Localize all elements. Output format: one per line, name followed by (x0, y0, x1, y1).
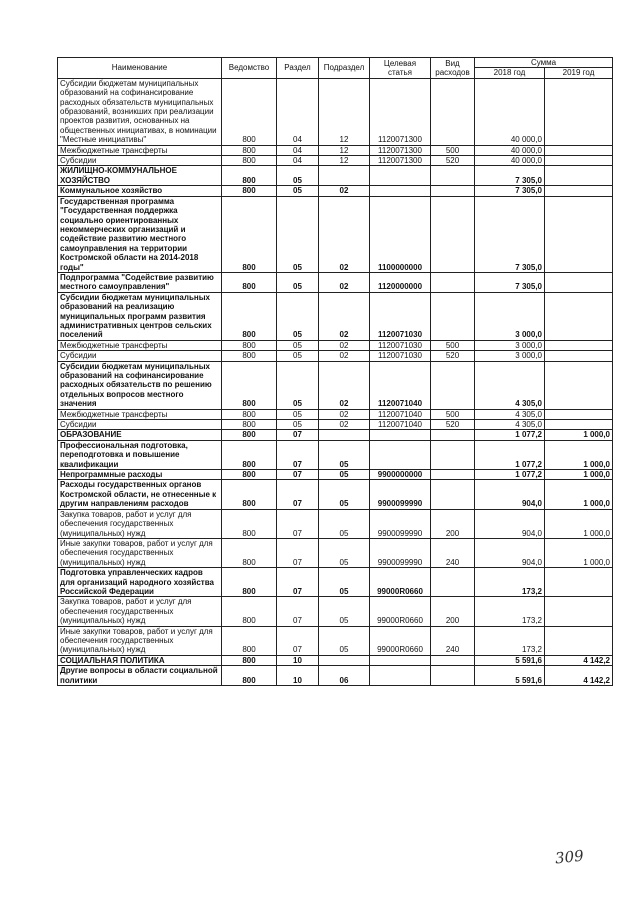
cell-sum-2019 (545, 145, 613, 155)
table-row (58, 351, 613, 361)
cell-target: 99000R0660 (370, 626, 431, 655)
cell-exp-type: 520 (431, 351, 475, 361)
cell-target: 1120071040 (370, 420, 431, 430)
cell-target: 99000R0660 (370, 597, 431, 626)
cell-sum-2018: 4 305,0 (475, 420, 545, 430)
cell-dept: 800 (222, 186, 277, 196)
cell-name: Профессиональная подготовка, переподготовка и повышение квалификации (58, 440, 222, 469)
header-year-2018: 2018 год (475, 68, 545, 78)
cell-sum-2018: 3 000,0 (475, 292, 545, 340)
page-number: 309 (554, 846, 585, 868)
cell-name: ОБРАЗОВАНИЕ (58, 430, 222, 440)
table-row (58, 361, 613, 409)
cell-target: 1120071040 (370, 409, 431, 419)
cell-exp-type (431, 272, 475, 292)
cell-sum-2019 (545, 597, 613, 626)
cell-subsection: 05 (319, 509, 370, 538)
header-year-2019: 2019 год (545, 68, 613, 78)
cell-name: Межбюджетные трансферты (58, 409, 222, 419)
cell-exp-type: 200 (431, 597, 475, 626)
cell-sum-2019 (545, 292, 613, 340)
cell-sum-2019 (545, 351, 613, 361)
cell-name: Государственная программа "Государственная поддержка социально ориентированных некоммерческих организаций и содействие развитию местного самоуправления на территории Костромской области на 2014-2018 годы" (58, 196, 222, 272)
cell-section: 07 (277, 470, 319, 480)
cell-name: Субсидии (58, 420, 222, 430)
cell-section: 07 (277, 440, 319, 469)
cell-dept: 800 (222, 470, 277, 480)
cell-name: Закупка товаров, работ и услуг для обеспечения государственных (муниципальных) нужд (58, 597, 222, 626)
cell-name: Субсидии (58, 351, 222, 361)
cell-dept: 800 (222, 78, 277, 145)
cell-target: 1120071300 (370, 145, 431, 155)
cell-subsection: 02 (319, 340, 370, 350)
cell-target (370, 186, 431, 196)
cell-subsection: 02 (319, 420, 370, 430)
cell-sum-2018: 904,0 (475, 509, 545, 538)
cell-name: Непрограммные расходы (58, 470, 222, 480)
cell-exp-type: 520 (431, 156, 475, 166)
cell-name: Субсидии бюджетам муниципальных образований на софинансирование расходных обязательств муниципальных образований, возникших при реализации проектов развития, основанных на общественных инициативах, в номинации "Местные инициативы" (58, 78, 222, 145)
cell-section: 07 (277, 509, 319, 538)
cell-name: Подготовка управленческих кадров для организаций народного хозяйства Российской Федерации (58, 568, 222, 597)
cell-subsection: 02 (319, 196, 370, 272)
cell-sum-2019 (545, 568, 613, 597)
table-row (58, 538, 613, 567)
table-row (58, 420, 613, 430)
table-row (58, 568, 613, 597)
cell-exp-type (431, 78, 475, 145)
cell-section: 05 (277, 409, 319, 419)
cell-section: 05 (277, 272, 319, 292)
cell-section: 05 (277, 351, 319, 361)
table-row (58, 440, 613, 469)
cell-target: 1120071030 (370, 292, 431, 340)
cell-name: Коммунальное хозяйство (58, 186, 222, 196)
cell-section: 05 (277, 166, 319, 186)
cell-subsection: 02 (319, 272, 370, 292)
table-row (58, 655, 613, 665)
cell-exp-type: 240 (431, 626, 475, 655)
cell-section: 07 (277, 430, 319, 440)
cell-subsection: 05 (319, 568, 370, 597)
table-row (58, 156, 613, 166)
cell-section: 10 (277, 666, 319, 686)
cell-name: Иные закупки товаров, работ и услуг для обеспечения государственных (муниципальных) нужд (58, 538, 222, 567)
cell-target (370, 440, 431, 469)
cell-section: 07 (277, 597, 319, 626)
cell-dept: 800 (222, 351, 277, 361)
cell-exp-type (431, 186, 475, 196)
header-sum: Сумма (475, 58, 613, 68)
table-row (58, 272, 613, 292)
cell-target: 1120071040 (370, 361, 431, 409)
cell-name: Закупка товаров, работ и услуг для обеспечения государственных (муниципальных) нужд (58, 509, 222, 538)
table-row (58, 196, 613, 272)
cell-name: Межбюджетные трансферты (58, 340, 222, 350)
cell-sum-2019: 1 000,0 (545, 480, 613, 509)
cell-section: 04 (277, 145, 319, 155)
table-row (58, 597, 613, 626)
cell-target (370, 666, 431, 686)
cell-dept: 800 (222, 145, 277, 155)
cell-exp-type (431, 292, 475, 340)
cell-dept: 800 (222, 292, 277, 340)
header-subsection: Подраздел (319, 58, 370, 79)
cell-exp-type (431, 196, 475, 272)
cell-name: Расходы государственных органов Костромской области, не отнесенные к другим направлениям расходов (58, 480, 222, 509)
cell-target: 9900099990 (370, 509, 431, 538)
cell-subsection: 02 (319, 409, 370, 419)
cell-sum-2019 (545, 78, 613, 145)
cell-subsection: 02 (319, 361, 370, 409)
cell-exp-type (431, 666, 475, 686)
cell-name: Субсидии (58, 156, 222, 166)
cell-dept: 800 (222, 538, 277, 567)
cell-target: 1120071300 (370, 156, 431, 166)
cell-subsection: 05 (319, 626, 370, 655)
cell-sum-2018: 173,2 (475, 597, 545, 626)
table-row (58, 145, 613, 155)
cell-dept: 800 (222, 568, 277, 597)
cell-sum-2019 (545, 409, 613, 419)
cell-sum-2018: 40 000,0 (475, 145, 545, 155)
cell-dept: 800 (222, 196, 277, 272)
table-row (58, 470, 613, 480)
cell-name: Иные закупки товаров, работ и услуг для обеспечения государственных (муниципальных) нужд (58, 626, 222, 655)
header-section: Раздел (277, 58, 319, 79)
cell-sum-2019: 1 000,0 (545, 470, 613, 480)
cell-exp-type (431, 440, 475, 469)
cell-target: 1120000000 (370, 272, 431, 292)
cell-name: СОЦИАЛЬНАЯ ПОЛИТИКА (58, 655, 222, 665)
cell-sum-2018: 1 077,2 (475, 430, 545, 440)
cell-sum-2018: 173,2 (475, 568, 545, 597)
cell-exp-type (431, 166, 475, 186)
cell-sum-2019 (545, 196, 613, 272)
table-row (58, 409, 613, 419)
cell-subsection (319, 655, 370, 665)
cell-exp-type: 500 (431, 340, 475, 350)
cell-section: 04 (277, 156, 319, 166)
cell-dept: 800 (222, 597, 277, 626)
cell-sum-2018: 40 000,0 (475, 78, 545, 145)
cell-name: Субсидии бюджетам муниципальных образований на реализацию муниципальных программ развития административных центров сельских поселений (58, 292, 222, 340)
cell-subsection (319, 430, 370, 440)
cell-section: 10 (277, 655, 319, 665)
cell-target: 1120071030 (370, 340, 431, 350)
cell-subsection: 05 (319, 538, 370, 567)
cell-target (370, 166, 431, 186)
cell-section: 04 (277, 78, 319, 145)
table-row (58, 292, 613, 340)
cell-sum-2019 (545, 186, 613, 196)
table-row (58, 78, 613, 145)
table-body (58, 78, 613, 685)
cell-sum-2019: 4 142,2 (545, 655, 613, 665)
cell-subsection: 05 (319, 597, 370, 626)
cell-section: 07 (277, 480, 319, 509)
cell-sum-2018: 1 077,2 (475, 470, 545, 480)
cell-sum-2019 (545, 361, 613, 409)
table-row (58, 480, 613, 509)
cell-section: 05 (277, 186, 319, 196)
cell-dept: 800 (222, 166, 277, 186)
cell-section: 05 (277, 292, 319, 340)
cell-subsection: 02 (319, 292, 370, 340)
cell-dept: 800 (222, 666, 277, 686)
cell-subsection: 12 (319, 145, 370, 155)
cell-exp-type: 500 (431, 409, 475, 419)
cell-dept: 800 (222, 272, 277, 292)
cell-subsection: 06 (319, 666, 370, 686)
cell-dept: 800 (222, 340, 277, 350)
table-row (58, 186, 613, 196)
cell-sum-2018: 5 591,6 (475, 666, 545, 686)
cell-name: Межбюджетные трансферты (58, 145, 222, 155)
header-dept: Ведомство (222, 58, 277, 79)
cell-sum-2019: 1 000,0 (545, 509, 613, 538)
cell-exp-type (431, 655, 475, 665)
cell-sum-2019 (545, 626, 613, 655)
cell-dept: 800 (222, 409, 277, 419)
cell-sum-2018: 3 000,0 (475, 340, 545, 350)
table-row (58, 666, 613, 686)
cell-exp-type (431, 480, 475, 509)
cell-subsection: 05 (319, 480, 370, 509)
cell-sum-2019: 1 000,0 (545, 430, 613, 440)
cell-sum-2018: 904,0 (475, 480, 545, 509)
cell-section: 07 (277, 538, 319, 567)
cell-subsection: 05 (319, 470, 370, 480)
cell-exp-type: 200 (431, 509, 475, 538)
cell-name: Другие вопросы в области социальной политики (58, 666, 222, 686)
table-row (58, 626, 613, 655)
cell-name: Подпрограмма "Содействие развитию местного самоуправления" (58, 272, 222, 292)
cell-exp-type: 520 (431, 420, 475, 430)
cell-exp-type (431, 430, 475, 440)
cell-sum-2019 (545, 156, 613, 166)
header-name: Наименование (58, 58, 222, 79)
cell-section: 05 (277, 420, 319, 430)
cell-sum-2018: 40 000,0 (475, 156, 545, 166)
cell-sum-2019 (545, 340, 613, 350)
cell-sum-2018: 3 000,0 (475, 351, 545, 361)
table-row (58, 430, 613, 440)
cell-dept: 800 (222, 420, 277, 430)
cell-target (370, 430, 431, 440)
cell-name: Субсидии бюджетам муниципальных образований на софинансирование расходных обязательств по решению отдельных вопросов местного значения (58, 361, 222, 409)
cell-sum-2018: 1 077,2 (475, 440, 545, 469)
cell-section: 05 (277, 340, 319, 350)
table-row (58, 509, 613, 538)
cell-sum-2018: 4 305,0 (475, 361, 545, 409)
cell-sum-2019 (545, 272, 613, 292)
cell-sum-2018: 7 305,0 (475, 186, 545, 196)
cell-target: 9900099990 (370, 538, 431, 567)
budget-table (57, 57, 613, 686)
cell-dept: 800 (222, 655, 277, 665)
cell-dept: 800 (222, 480, 277, 509)
cell-target: 99000R0660 (370, 568, 431, 597)
cell-exp-type (431, 568, 475, 597)
cell-exp-type (431, 470, 475, 480)
cell-sum-2019: 4 142,2 (545, 666, 613, 686)
cell-subsection: 05 (319, 440, 370, 469)
cell-section: 07 (277, 568, 319, 597)
cell-subsection: 02 (319, 351, 370, 361)
cell-sum-2018: 904,0 (475, 538, 545, 567)
table-row (58, 340, 613, 350)
cell-sum-2019: 1 000,0 (545, 538, 613, 567)
cell-dept: 800 (222, 156, 277, 166)
cell-sum-2019: 1 000,0 (545, 440, 613, 469)
cell-sum-2018: 7 305,0 (475, 272, 545, 292)
header-target: Целевая статья (370, 58, 431, 79)
cell-exp-type: 240 (431, 538, 475, 567)
cell-exp-type: 500 (431, 145, 475, 155)
cell-sum-2018: 7 305,0 (475, 166, 545, 186)
cell-section: 05 (277, 196, 319, 272)
cell-section: 07 (277, 626, 319, 655)
cell-subsection (319, 166, 370, 186)
cell-sum-2019 (545, 420, 613, 430)
cell-dept: 800 (222, 361, 277, 409)
cell-dept: 800 (222, 626, 277, 655)
cell-target: 9900099990 (370, 480, 431, 509)
cell-name: ЖИЛИЩНО-КОММУНАЛЬНОЕ ХОЗЯЙСТВО (58, 166, 222, 186)
cell-sum-2018: 7 305,0 (475, 196, 545, 272)
cell-target: 1100000000 (370, 196, 431, 272)
cell-dept: 800 (222, 509, 277, 538)
cell-target: 9900000000 (370, 470, 431, 480)
cell-target: 1120071030 (370, 351, 431, 361)
cell-subsection: 12 (319, 156, 370, 166)
cell-exp-type (431, 361, 475, 409)
cell-sum-2018: 4 305,0 (475, 409, 545, 419)
header-exp-type: Вид расходов (431, 58, 475, 79)
cell-subsection: 02 (319, 186, 370, 196)
table-row (58, 166, 613, 186)
cell-dept: 800 (222, 430, 277, 440)
cell-target (370, 655, 431, 665)
cell-dept: 800 (222, 440, 277, 469)
cell-sum-2019 (545, 166, 613, 186)
cell-sum-2018: 173,2 (475, 626, 545, 655)
cell-sum-2018: 5 591,6 (475, 655, 545, 665)
cell-subsection: 12 (319, 78, 370, 145)
cell-target: 1120071300 (370, 78, 431, 145)
cell-section: 05 (277, 361, 319, 409)
